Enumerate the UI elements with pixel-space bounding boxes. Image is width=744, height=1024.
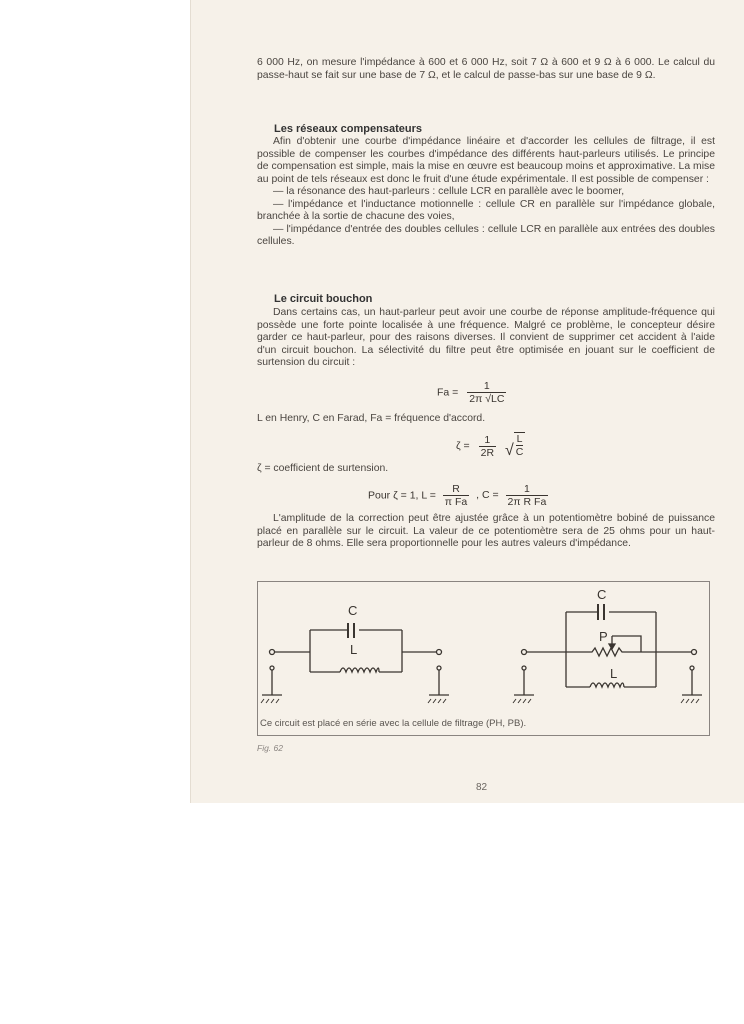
list-item: — l'impédance d'entrée des doubles cellules : cellule LCR en parallèle aux entrées des doubles cellules. [257,223,715,247]
potentiometre-paragraph-block [257,513,715,551]
bouchon-paragraph: Dans certains cas, un haut-parleur peut avoir une courbe de réponse amplitude-fréquence qui possède une forte pointe localisée à une fréquence. Malgré ce problème, le concepteur désire garder ce haut-parleur, pour des raisons diverses. Il convient de supprimer cet accident à l'aide d'un circuit bouchon. La sélectivité du filtre peut être optimisée en jouant sur le coefficient de surtension du circuit : [257,307,715,368]
circuit-diagram [258,582,709,735]
zeta-def-block [257,463,715,476]
terminal-icon [270,666,274,670]
formula-zeta-den: 2R [480,446,495,459]
list-item: — la résonance des haut-parleurs : cellule LCR en parallèle avec le boomer, [273,186,625,197]
terminal-icon [690,666,694,670]
label-C-left: C [348,603,358,618]
terminal-icon [522,666,526,670]
terminal-icon [522,650,527,655]
wire [612,636,641,652]
formula-fa-num: 1 [483,380,490,392]
potentiometre-paragraph: L'amplitude de la correction peut être ajustée grâce à un potentiomètre bobiné de puissance placé en parallèle sur le circuit. La valeur de ce potentiomètre sera de 25 ohms pour un haut-parleur de 8 ohms. Elle sera proportionnelle pour les autres valeurs d'impédance. [257,513,715,549]
formula-C-lhs: , C = [476,489,499,502]
formula-pour [368,483,548,508]
formula-zeta-sqrt [505,432,525,460]
ground-icon [681,699,699,703]
section-heading-bouchon: Le circuit bouchon [274,293,373,305]
formula-C-den: 2π R Fa [507,496,547,508]
compensateurs-paragraph: Afin d'obtenir une courbe d'impédance linéaire et d'accorder les cellules de filtrage, il est possible de compenser les courbes d'impédance des différents haut-parleurs utilisés. Le principe de compensation est simple, mais la mise en œuvre est beaucoup moins et approximative. La mise au point de tels réseaux est donc le fruit d'une étude expérimentale. Il est possible de compenser : [257,136,715,185]
formula-fa [437,380,506,405]
label-C-right: C [597,587,607,602]
units-line-block [257,413,715,426]
formula-L-den: π Fa [444,496,468,508]
formula-zeta [456,432,525,460]
inductor-icon [590,683,624,687]
list-item: — l'impédance et l'inductance motionnelle : cellule CR en parallèle sur l'impédance globale, branchée à la sortie de chacune des voies, [257,198,715,222]
intro-paragraph [257,57,715,82]
section-bouchon-body [257,307,715,370]
formula-zeta-num: 1 [484,433,491,446]
formula-C-fraction [506,483,549,508]
terminal-icon [692,650,697,655]
label-L-right: L [610,666,618,681]
intro-text: 6 000 Hz, on mesure l'impédance à 600 et 6 000 Hz, soit 7 Ω à 600 et 9 Ω à 6 000. Le calcul du passe-haut se fait sur une base de 7 Ω, et le calcul de passe-bas sur une base de 9 Ω. [257,57,715,81]
ground-icon [261,699,279,703]
units-line: L en Henry, C en Farad, Fa = fréquence d'accord. [257,413,486,424]
formula-fa-fraction [467,380,506,405]
terminal-icon [437,650,442,655]
terminal-icon [270,650,275,655]
formula-pour-lhs: Pour ζ = 1, L = [368,489,436,502]
formula-L-fraction [443,483,469,508]
formula-C-num: 1 [523,483,530,495]
figure-label: Fig. 62 [257,743,283,753]
section-heading-compensateurs: Les réseaux compensateurs [274,123,422,135]
label-P-right: P [599,629,608,644]
wiper-arrow-icon [609,644,615,649]
inductor-icon [340,668,379,672]
potentiometer-icon [566,648,656,656]
formula-fa-lhs: Fa = [437,386,459,399]
figure-62-frame [257,581,710,736]
label-L-left: L [350,642,358,657]
formula-zeta-fraction [479,434,496,459]
zeta-definition: ζ = coefficient de surtension. [257,463,389,474]
figure-caption: Ce circuit est placé en série avec la cellule de filtrage (PH, PB). [260,718,527,729]
ground-icon [428,699,446,703]
formula-fa-den: 2π √LC [469,393,505,405]
sqrt-sign-icon: √ [504,442,514,459]
ground-icon [513,699,531,703]
formula-zeta-sqrt-den: C [515,446,524,458]
formula-L-num: R [452,483,460,495]
terminal-icon [437,666,441,670]
formula-zeta-lhs: ζ = [456,439,470,452]
page-number: 82 [476,782,488,793]
section-compensateurs-body [257,136,715,249]
formula-zeta-sqrt-num: L [516,433,523,445]
